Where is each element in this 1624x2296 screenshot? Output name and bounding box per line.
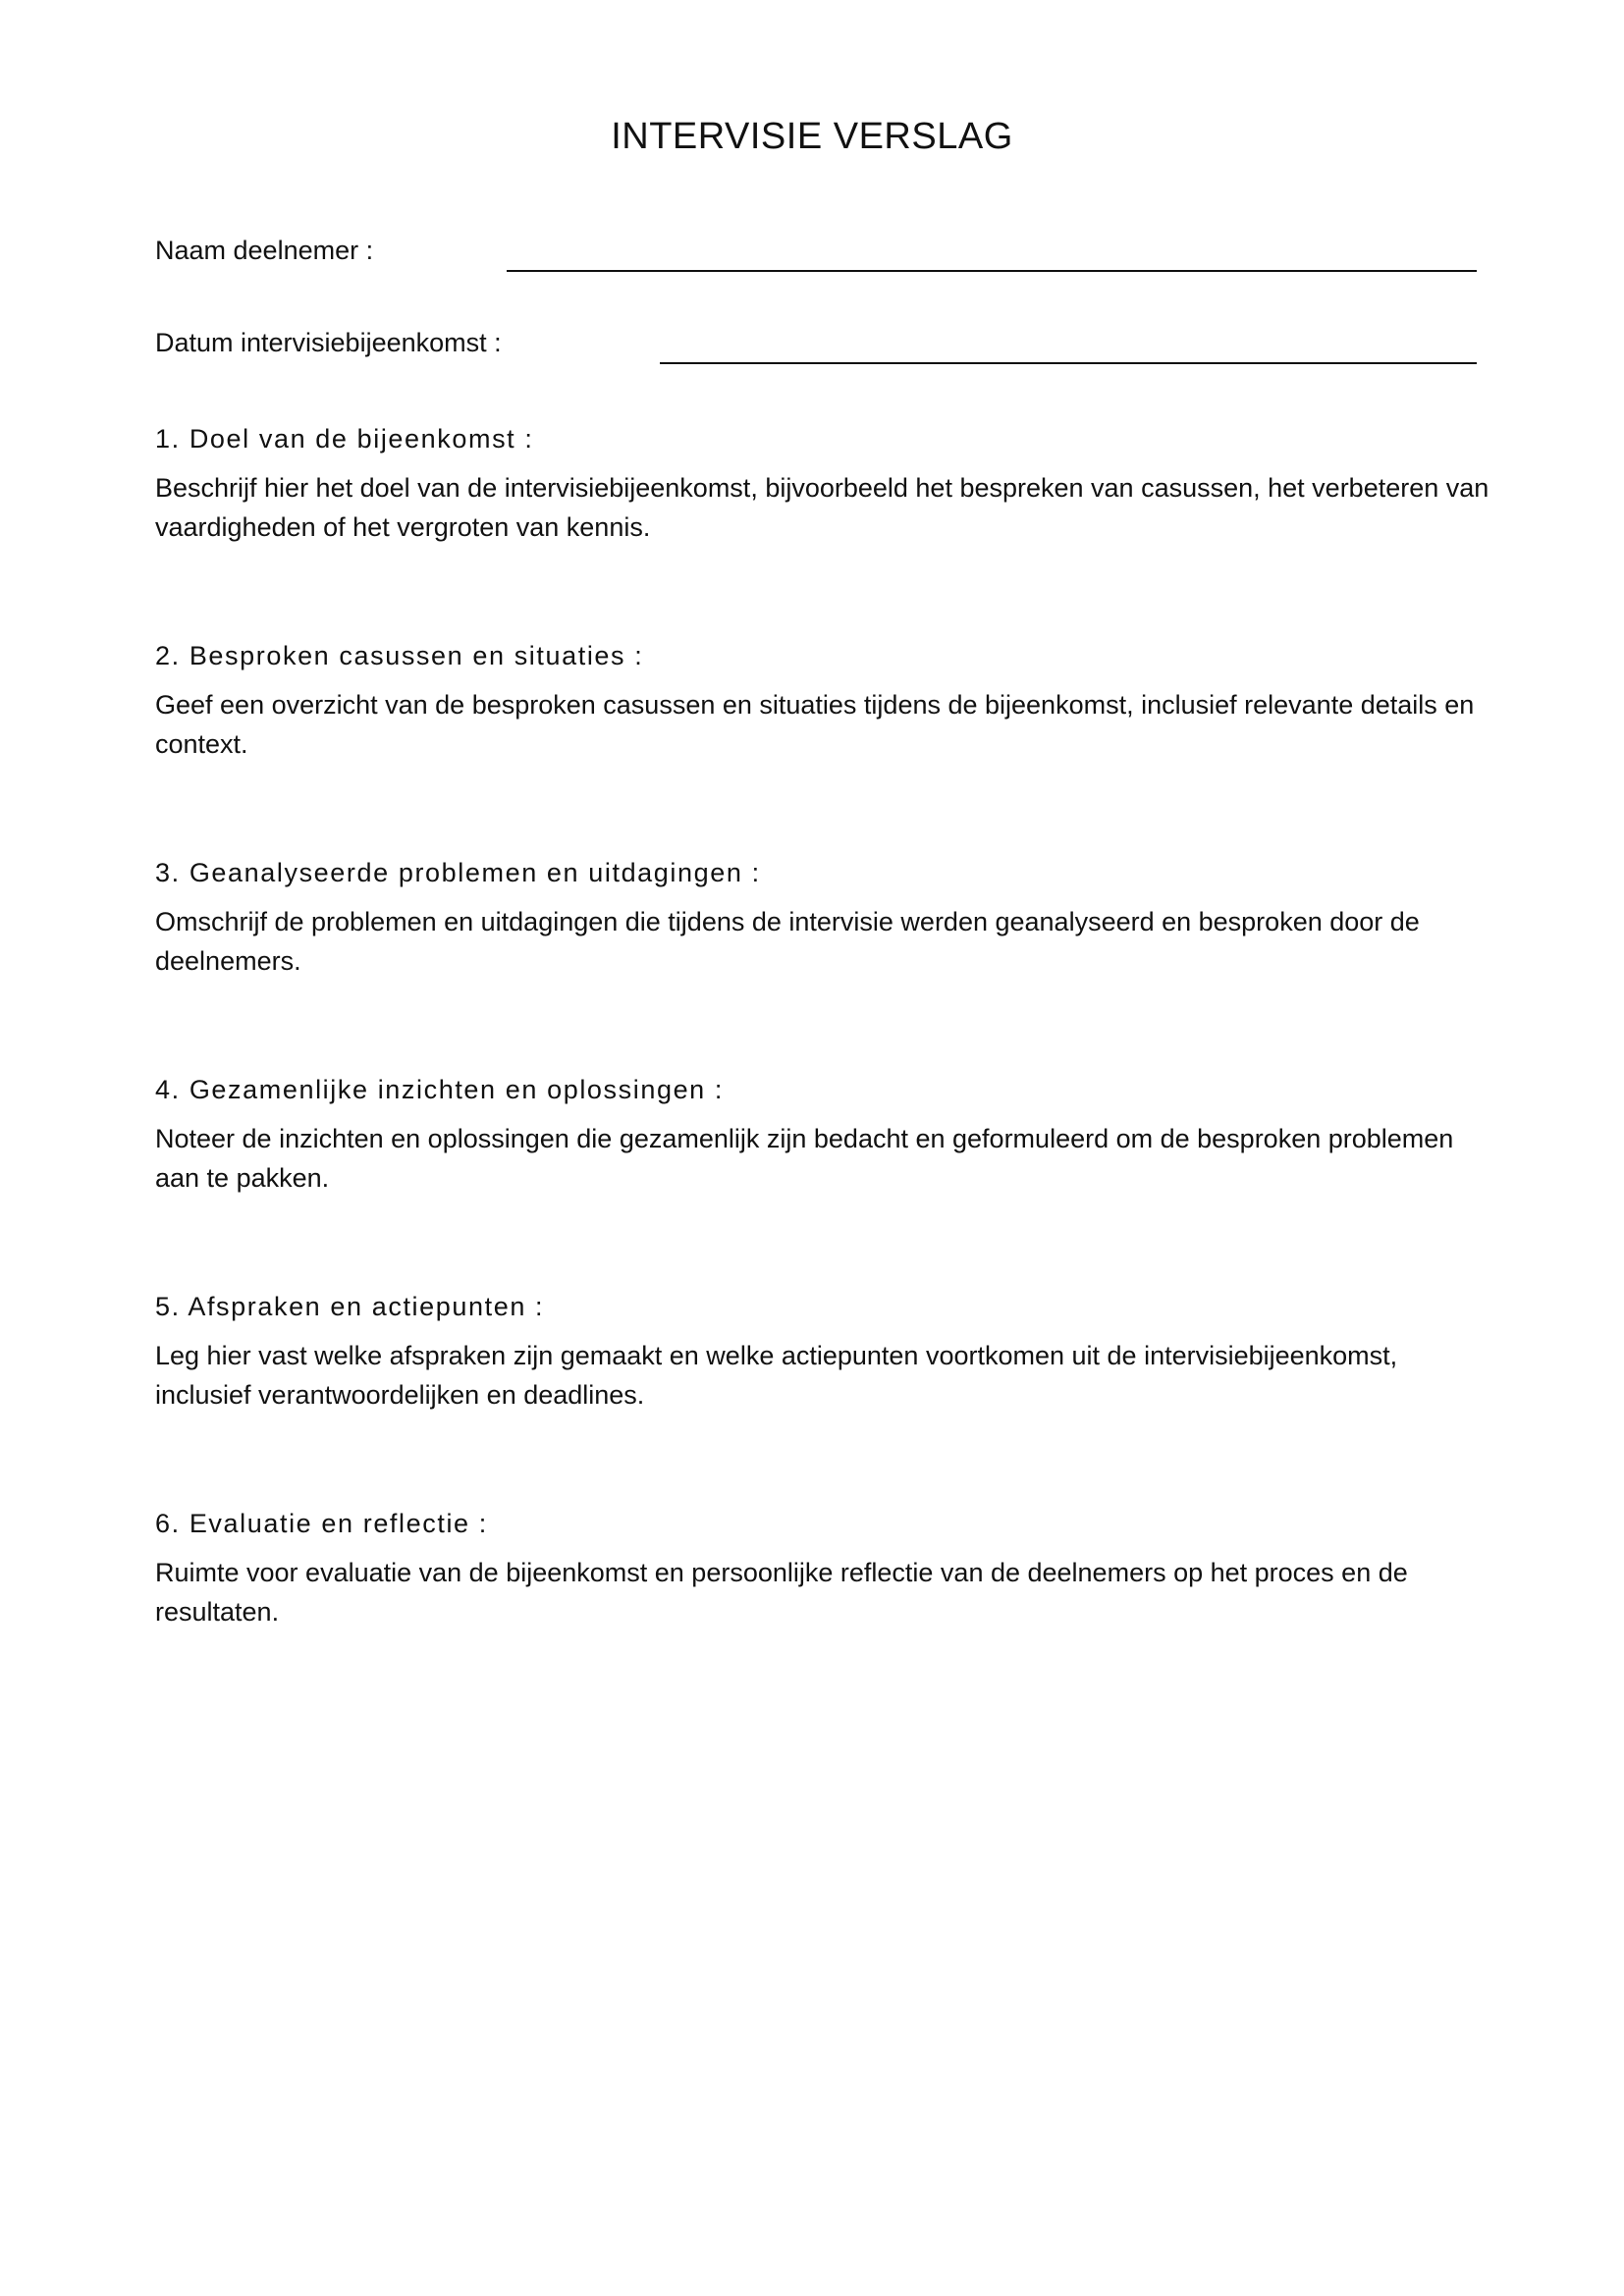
section-doel (155, 424, 1490, 547)
section-problemen (155, 858, 1490, 981)
section-heading: 1. Doel van de bijeenkomst : (155, 424, 534, 454)
datum-field (155, 324, 1477, 383)
section-evaluatie (155, 1509, 1490, 1631)
section-inzichten (155, 1075, 1490, 1198)
naam-deelnemer-label: Naam deelnemer : (155, 236, 374, 265)
section-casussen (155, 641, 1490, 764)
section-body: Ruimte voor evaluatie van de bijeenkomst en persoonlijke reflectie van de deelnemers op het proces en de resultaten. (155, 1558, 1408, 1627)
section-body: Geef een overzicht van de besproken casussen en situaties tijdens de bijeenkomst, inclusief relevante details en context. (155, 690, 1475, 759)
naam-deelnemer-field (155, 232, 1477, 291)
datum-label: Datum intervisiebijeenkomst : (155, 328, 502, 357)
section-heading: 5. Afspraken en actiepunten : (155, 1292, 545, 1321)
naam-deelnemer-line[interactable] (507, 270, 1477, 272)
section-body: Omschrijf de problemen en uitdagingen die tijdens de intervisie werden geanalyseerd en besproken door de deelnemers. (155, 907, 1420, 976)
section-afspraken (155, 1292, 1490, 1415)
section-heading: 2. Besproken casussen en situaties : (155, 641, 644, 670)
datum-line[interactable] (660, 362, 1477, 364)
page-title: INTERVISIE VERSLAG (611, 116, 1013, 157)
section-heading: 3. Geanalyseerde problemen en uitdagingen : (155, 858, 761, 887)
section-body: Leg hier vast welke afspraken zijn gemaakt en welke actiepunten voortkomen uit de intervisiebijeenkomst, inclusief verantwoordelijken en deadlines. (155, 1341, 1398, 1410)
section-body: Beschrijf hier het doel van de intervisiebijeenkomst, bijvoorbeeld het bespreken van casussen, het verbeteren van vaardigheden of het vergroten van kennis. (155, 473, 1489, 542)
section-body: Noteer de inzichten en oplossingen die gezamenlijk zijn bedacht en geformuleerd om de besproken problemen aan te pakken. (155, 1124, 1454, 1193)
section-heading: 6. Evaluatie en reflectie : (155, 1509, 488, 1538)
section-heading: 4. Gezamenlijke inzichten en oplossingen : (155, 1075, 724, 1104)
